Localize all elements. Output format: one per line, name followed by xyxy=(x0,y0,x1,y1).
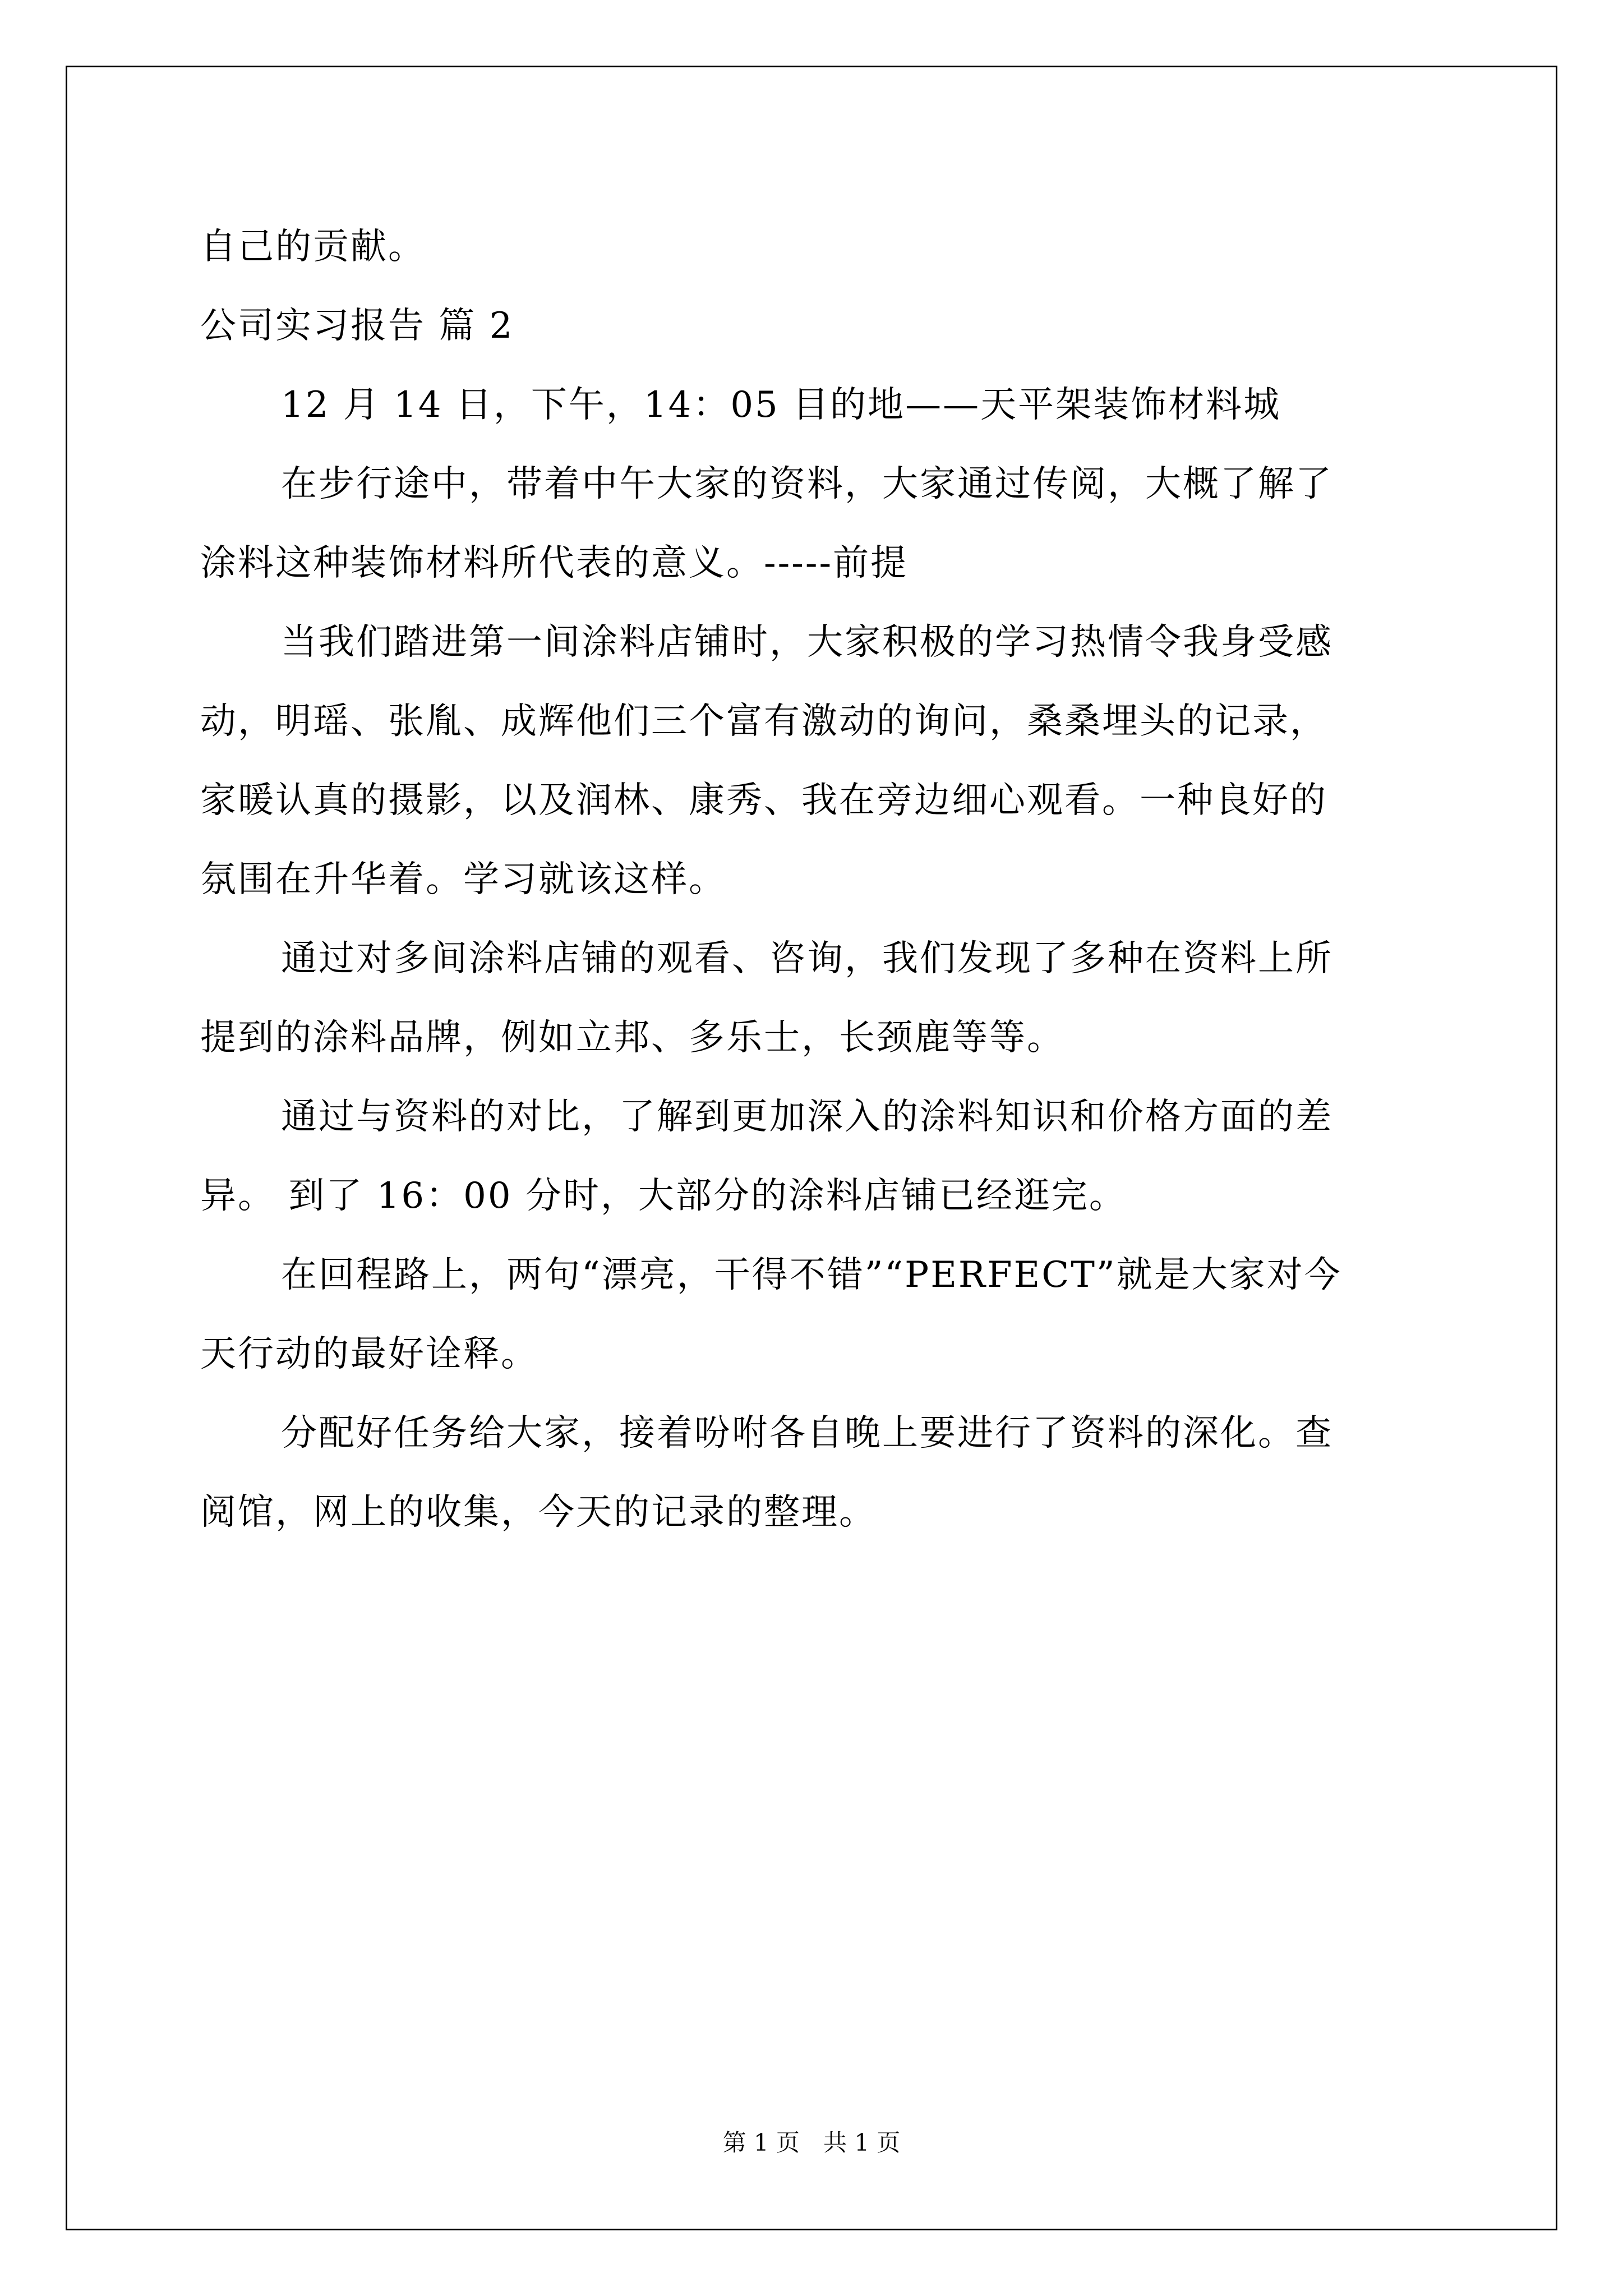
paragraph-line: 分配好任务给大家，接着吩咐各自晚上要进行了资料的深化。查 xyxy=(281,1412,1333,1454)
paragraph-line: 通过对多间涂料店铺的观看、咨询，我们发现了多种在资料上所 xyxy=(281,938,1333,979)
paragraph-line: 家暖认真的摄影，以及润林、康秀、我在旁边细心观看。一种良好的 xyxy=(200,780,1327,821)
paragraph-line: 氛围在升华着。学习就该这样。 xyxy=(200,859,726,900)
paragraph-line: 通过与资料的对比，了解到更加深入的涂料知识和价格方面的差 xyxy=(281,1096,1333,1138)
paragraph-line: 涂料这种装饰材料所代表的意义。-----前提 xyxy=(200,542,909,584)
paragraph-line: 天行动的最好诠释。 xyxy=(200,1333,538,1375)
text-line: 自己的贡献。 xyxy=(200,226,426,268)
paragraph-line: 在回程路上，两句“漂亮，干得不错”“PERFECT”就是大家对今 xyxy=(281,1254,1342,1296)
paragraph-line: 在步行途中，带着中午大家的资料，大家通过传阅，大概了解了 xyxy=(281,463,1333,505)
section-heading: 公司实习报告 篇 2 xyxy=(200,305,514,347)
paragraph-line: 异。 到了 16：00 分时，大部分的涂料店铺已经逛完。 xyxy=(200,1175,1127,1217)
paragraph-line: 阅馆，网上的收集，今天的记录的整理。 xyxy=(200,1492,877,1533)
paragraph-line: 12 月 14 日，下午，14：05 目的地——天平架装饰材料城 xyxy=(281,384,1281,426)
document-body xyxy=(200,208,1434,1552)
paragraph-line: 当我们踏进第一间涂料店铺时，大家积极的学习热情令我身受感 xyxy=(281,622,1333,663)
page-number-footer: 第 1 页 共 1 页 xyxy=(722,2129,901,2156)
paragraph-line: 提到的涂料品牌，例如立邦、多乐士，长颈鹿等等。 xyxy=(200,1017,1064,1059)
paragraph-line: 动，明瑶、张胤、成辉他们三个富有激动的询问，桑桑埋头的记录， xyxy=(200,701,1327,742)
